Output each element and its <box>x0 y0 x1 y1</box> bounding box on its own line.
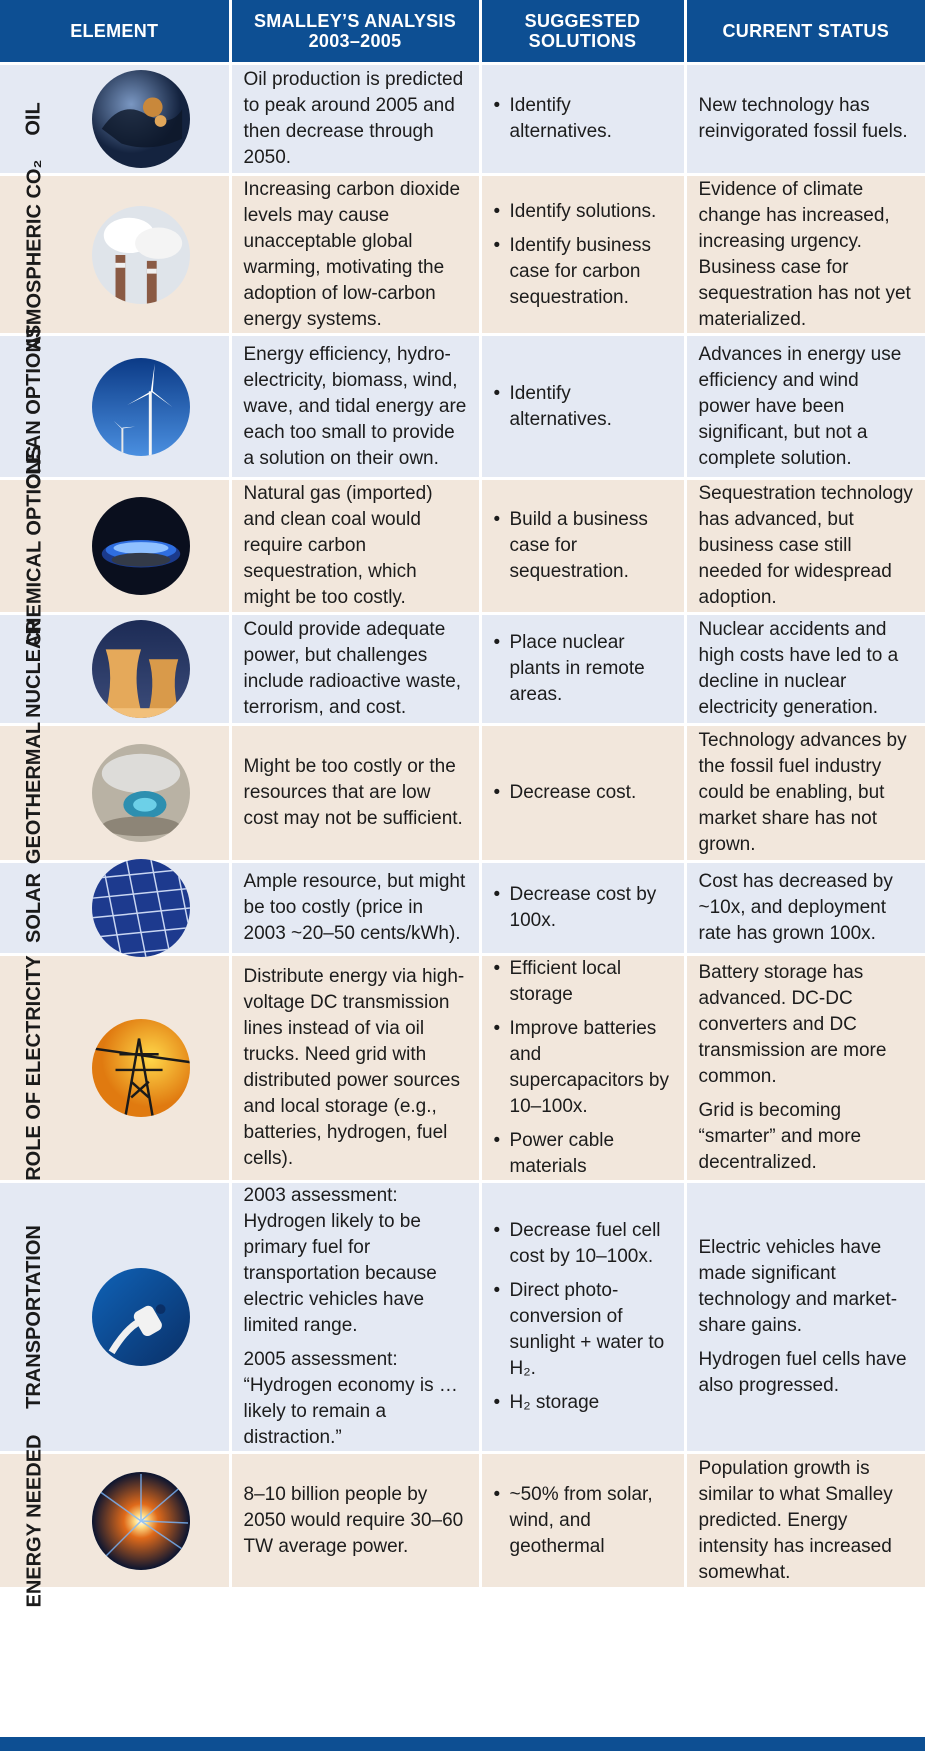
smokestack-icon <box>92 206 190 304</box>
element-label: ATMOSPHERIC CO₂ <box>23 159 45 350</box>
element-label: ROLE OF ELECTRICITY <box>23 955 45 1181</box>
status-text: New technology has reinvigorated fossil fuels. <box>698 95 908 142</box>
status-text: Nuclear accidents and high costs have led to a decline in nuclear electricity generation. <box>698 619 899 718</box>
solution-item: • Identify alternatives. <box>494 93 672 145</box>
solutions-cell <box>480 1453 685 1588</box>
analysis-cell <box>230 479 480 614</box>
element-cell <box>0 445 230 647</box>
solution-item: • Power cable materials <box>494 1128 672 1180</box>
table-row <box>0 862 925 955</box>
analysis-text: Distribute energy via high-voltage DC transmission lines instead of via oil trucks. Need grid with distributed power sources and local storage (e.g., batteries, hydrogen, fuel cells). <box>243 966 465 1169</box>
solar-panel-icon <box>92 859 190 957</box>
status-text: Population growth is similar to what Smalley predicted. Energy intensity has increased somewhat. <box>698 1457 893 1583</box>
table-row <box>0 335 925 479</box>
solution-item: • Improve batteries and supercapacitors by 10–100x. <box>494 1016 672 1120</box>
solution-item: • ~50% from solar, wind, and geothermal <box>494 1482 672 1560</box>
table-row <box>0 175 925 335</box>
status-cell <box>685 1453 925 1588</box>
status-text: Sequestration technology has advanced, but business case still needed for widespread adoption. <box>698 483 913 608</box>
solution-item: • Decrease cost. <box>494 780 672 806</box>
analysis-text: Natural gas (imported) and clean coal would require carbon sequestration, which might be too costly. <box>243 483 433 608</box>
solutions-cell <box>480 955 685 1182</box>
header-solutions: SUGGESTED SOLUTIONS <box>480 0 685 64</box>
analysis-cell <box>230 955 480 1182</box>
solution-item: • Direct photo-conversion of sunlight + water to H₂. <box>494 1278 672 1382</box>
header-element: ELEMENT <box>0 0 230 64</box>
analysis-text: 8–10 billion people by 2050 would require 30–60 TW average power. <box>243 1483 464 1557</box>
cooling-tower-icon <box>92 620 190 718</box>
solution-item: • Efficient local storage <box>494 956 672 1008</box>
element-cell <box>0 159 230 350</box>
element-cell <box>0 721 230 865</box>
header-row <box>0 0 925 64</box>
analysis-text: Oil production is predicted to peak around 2005 and then decrease through 2050. <box>243 69 464 168</box>
solution-item: • Identify solutions. <box>494 199 672 225</box>
status-cell <box>685 955 925 1182</box>
element-label: TRANSPORTATION <box>23 1225 46 1409</box>
table-row <box>0 1182 925 1453</box>
element-cell <box>0 955 230 1182</box>
analysis-text: Ample resource, but might be too costly (price in 2003 ~20–50 cents/kWh). <box>243 871 466 944</box>
element-label: NUCLEAR <box>23 620 45 718</box>
solutions-cell <box>480 862 685 955</box>
solution-item: • H₂ storage <box>494 1390 672 1416</box>
status-text: Hydrogen fuel cells have also progressed. <box>698 1349 907 1396</box>
element-label: SOLAR <box>23 873 45 943</box>
status-text: Battery storage has advanced. DC-DC converters and DC transmission are more common. <box>698 962 887 1087</box>
solution-item: • Build a business case for sequestration. <box>494 507 672 585</box>
gas-flame-icon <box>92 497 190 595</box>
table-row <box>0 1453 925 1588</box>
analysis-cell <box>230 175 480 335</box>
status-cell <box>685 862 925 955</box>
analysis-cell <box>230 862 480 955</box>
status-cell <box>685 614 925 725</box>
header-status: CURRENT STATUS <box>685 0 925 64</box>
solution-item: • Decrease fuel cell cost by 10–100x. <box>494 1218 672 1270</box>
solutions-cell <box>480 1182 685 1453</box>
solution-item: • Decrease cost by 100x. <box>494 882 672 934</box>
element-cell <box>0 1182 230 1453</box>
element-cell <box>0 614 230 725</box>
table-row <box>0 725 925 862</box>
element-cell <box>0 64 230 175</box>
ev-charger-icon <box>92 1268 190 1366</box>
status-cell <box>685 1182 925 1453</box>
element-label: CLEAN OPTIONS <box>23 324 46 489</box>
solutions-cell <box>480 725 685 862</box>
analysis-cell <box>230 1453 480 1588</box>
status-cell <box>685 335 925 479</box>
analysis-text: 2003 assessment: Hydrogen likely to be primary fuel for transportation because electric vehicles have limited range. <box>243 1185 437 1336</box>
element-label: ENERGY NEEDED <box>23 1433 46 1608</box>
solutions-cell <box>480 614 685 725</box>
wind-turbine-icon <box>92 358 190 456</box>
energy-burst-icon <box>92 1472 190 1570</box>
status-text: Cost has decreased by ~10x, and deployment rate has grown 100x. <box>698 871 893 944</box>
status-text: Technology advances by the fossil fuel industry could be enabling, but market share has not grown. <box>698 730 907 855</box>
oil-drop-icon <box>92 70 190 168</box>
analysis-cell <box>230 614 480 725</box>
header-analysis: SMALLEY’S ANALYSIS 2003–2005 <box>230 0 480 64</box>
status-cell <box>685 175 925 335</box>
solution-item: • Place nuclear plants in remote areas. <box>494 630 672 708</box>
table-row <box>0 479 925 614</box>
element-label: OIL <box>23 102 45 136</box>
status-text: Advances in energy use efficiency and wind power have been significant, but not a complete solution. <box>698 343 902 469</box>
power-pylon-icon <box>92 1019 190 1117</box>
analysis-text: 2005 assessment: “Hydrogen economy is … likely to remain a distraction.” <box>243 1349 458 1448</box>
analysis-text: Might be too costly or the resources that are low cost may not be sufficient. <box>243 756 463 829</box>
solutions-cell <box>480 64 685 175</box>
solutions-cell <box>480 335 685 479</box>
status-cell <box>685 64 925 175</box>
analysis-text: Increasing carbon dioxide levels may cause unacceptable global warming, motivating the adoption of low-carbon energy systems. <box>243 178 461 330</box>
footer-bar <box>0 1737 925 1751</box>
analysis-cell <box>230 335 480 479</box>
element-cell <box>0 1433 230 1608</box>
status-cell <box>685 725 925 862</box>
status-text: Electric vehicles have made significant technology and market-share gains. <box>698 1237 898 1336</box>
solution-item: • Identify business case for carbon sequestration. <box>494 233 672 311</box>
element-label: GEOTHERMAL <box>23 721 45 865</box>
analysis-cell <box>230 1182 480 1453</box>
analysis-text: Energy efficiency, hydro-electricity, biomass, wind, wave, and tidal energy are each too small to provide a solution on their own. <box>243 343 467 469</box>
analysis-cell <box>230 725 480 862</box>
element-cell <box>0 862 230 955</box>
status-text: Evidence of climate change has increased, increasing urgency. Business case for sequestration has not yet materialized. <box>698 178 911 330</box>
status-cell <box>685 479 925 614</box>
hot-spring-icon <box>92 744 190 842</box>
solution-item: • Identify alternatives. <box>494 381 672 433</box>
status-text: Grid is becoming “smarter” and more decentralized. <box>698 1100 862 1173</box>
table-row <box>0 64 925 175</box>
element-label: CHEMICAL OPTIONS <box>23 445 46 647</box>
analysis-cell <box>230 64 480 175</box>
solutions-cell <box>480 175 685 335</box>
table-row <box>0 614 925 725</box>
table-row <box>0 955 925 1182</box>
analysis-text: Could provide adequate power, but challenges include radioactive waste, terrorism, and cost. <box>243 619 462 718</box>
solutions-cell <box>480 479 685 614</box>
